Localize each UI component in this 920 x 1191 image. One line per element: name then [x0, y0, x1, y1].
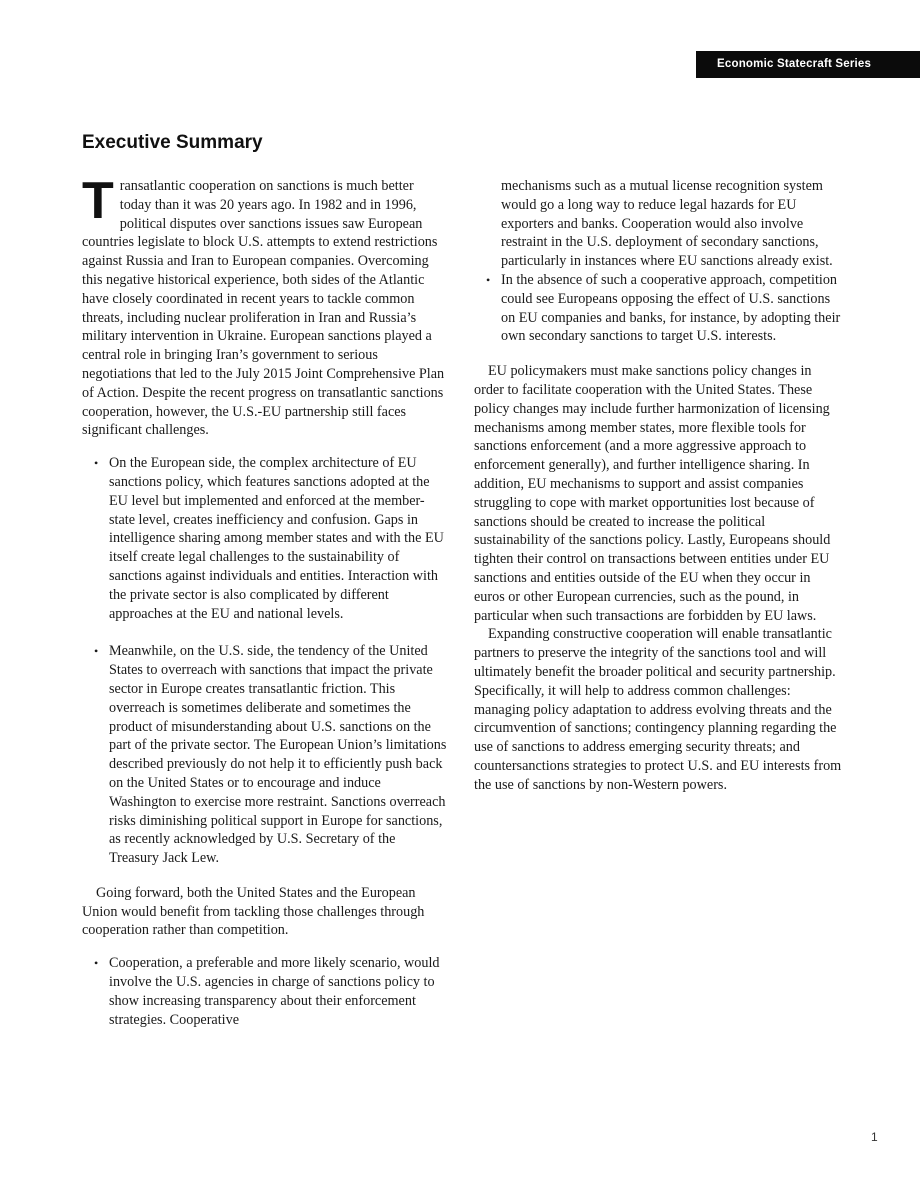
bullet-text: Cooperation, a preferable and more likely scenario, would involve the U.S. agencies in charge of sanctions policy to show increasing transparency about their enforcement strategies. Cooperative [109, 955, 440, 1028]
list-item [82, 954, 448, 1029]
bullet-icon: • [94, 456, 99, 471]
bullet-text: On the European side, the complex architecture of EU sanctions policy, which features sanctions adopted at the EU level but implemented and enforced at the member-state level, creates inefficiency and confusion. Gaps in intelligence sharing among member states and with the EU itself create legal challenges to the sustainability of sanctions against individuals and entities. Interaction with the private sector is also complicated by different approaches at the EU and national levels. [109, 455, 444, 622]
left-column [82, 172, 448, 1045]
list-item [82, 454, 448, 623]
eu-policymakers-paragraph: EU policymakers must make sanctions policy changes in order to facilitate cooperation with the United States. These policy changes may include further harmonization of licensing mechanisms among member states, more flexible tools for sanctions enforcement (and a more aggressive approach to enforcement generally), and further intelligence sharing. In addition, EU mechanisms to support and assist companies struggling to cope with market opportunities lost because of sanctions should be created to increase the political sustainability of the sanctions policy. Lastly, Europeans should tighten their control on transactions between entities under EU sanctions and entities outside of the EU when they occur in euros or other European currencies, such as the pound, in particular when such transactions are forbidden by EU laws. [474, 363, 831, 624]
competition-list [474, 271, 842, 346]
list-item [82, 642, 448, 868]
bullet-continuation: mechanisms such as a mutual license recognition system would go a long way to reduce legal hazards for EU exporters and banks. Cooperation would also involve restraint in the U.S. deployment of secondary sanctions, particularly in instances where EU sanctions already exist. [501, 178, 833, 270]
intro-paragraph [82, 172, 448, 440]
scenarios-list [82, 954, 448, 1029]
series-banner: Economic Statecraft Series [696, 51, 920, 78]
bullet-icon: • [486, 272, 491, 287]
bullet-text: In the absence of such a cooperative approach, competition could see Europeans opposing the effect of U.S. sanctions on EU companies and banks, for instance, by adopting their own secondary sanctions to target U.S. interests. [501, 271, 841, 345]
page-title: Executive Summary [82, 132, 263, 153]
list-item [474, 271, 842, 346]
bullet-icon: • [94, 644, 99, 659]
drop-cap: T [82, 172, 114, 230]
bullet-icon: • [94, 956, 99, 971]
going-forward-paragraph: Going forward, both the United States and the European Union would benefit from tackling those challenges through cooperation rather than competition. [82, 884, 425, 939]
bullet-text: Meanwhile, on the U.S. side, the tendency of the United States to overreach with sanctions that impact the private sector in Europe creates transatlantic friction. This overreach is sometimes deliberate and sometimes the product of misunderstanding about U.S. sanctions on the part of the private sector. The European Union’s limitations described previously do not help it to efficiently push back on the United States or to encourage and induce Washington to exercise more restraint. Sanctions overreach risks diminishing political support in Europe for sanctions, as recently acknowledged by U.S. Secretary of the Treasury Jack Lew. [109, 643, 447, 867]
challenges-list [82, 454, 448, 868]
page-number: 1 [871, 1130, 878, 1144]
right-column [474, 177, 842, 795]
expanding-paragraph: Expanding constructive cooperation will enable transatlantic partners to preserve the integrity of the sanctions tool and will ultimately benefit the broader political and security partnership. Specifically, it will help to address common challenges: managing policy adaptation to address evolving threats and the circumvention of sanctions; contingency planning regarding the use of sanctions to address emerging security threats; and countersanctions strategies to protect U.S. and EU interests from the use of sanctions by non-Western powers. [474, 626, 842, 793]
intro-text: ransatlantic cooperation on sanctions is much better today than it was 20 years ago. In 1982 and in 1996, political disputes over sanctions issues saw European countries legislate to block U.S. attempts to extend restrictions against Russia and Iran to European companies. Overcoming this negative historical experience, both sides of the Atlantic have closely coordinated in recent years to tackle common threats, including nuclear proliferation in Iran and Russia’s military intervention in Ukraine. European sanctions played a central role in bringing Iran’s government to serious negotiations that led to the July 2015 Joint Comprehensive Plan of Action. Despite the recent progress on transatlantic sanctions cooperation, however, the U.S.-EU partnership still faces significant challenges. [82, 178, 445, 439]
